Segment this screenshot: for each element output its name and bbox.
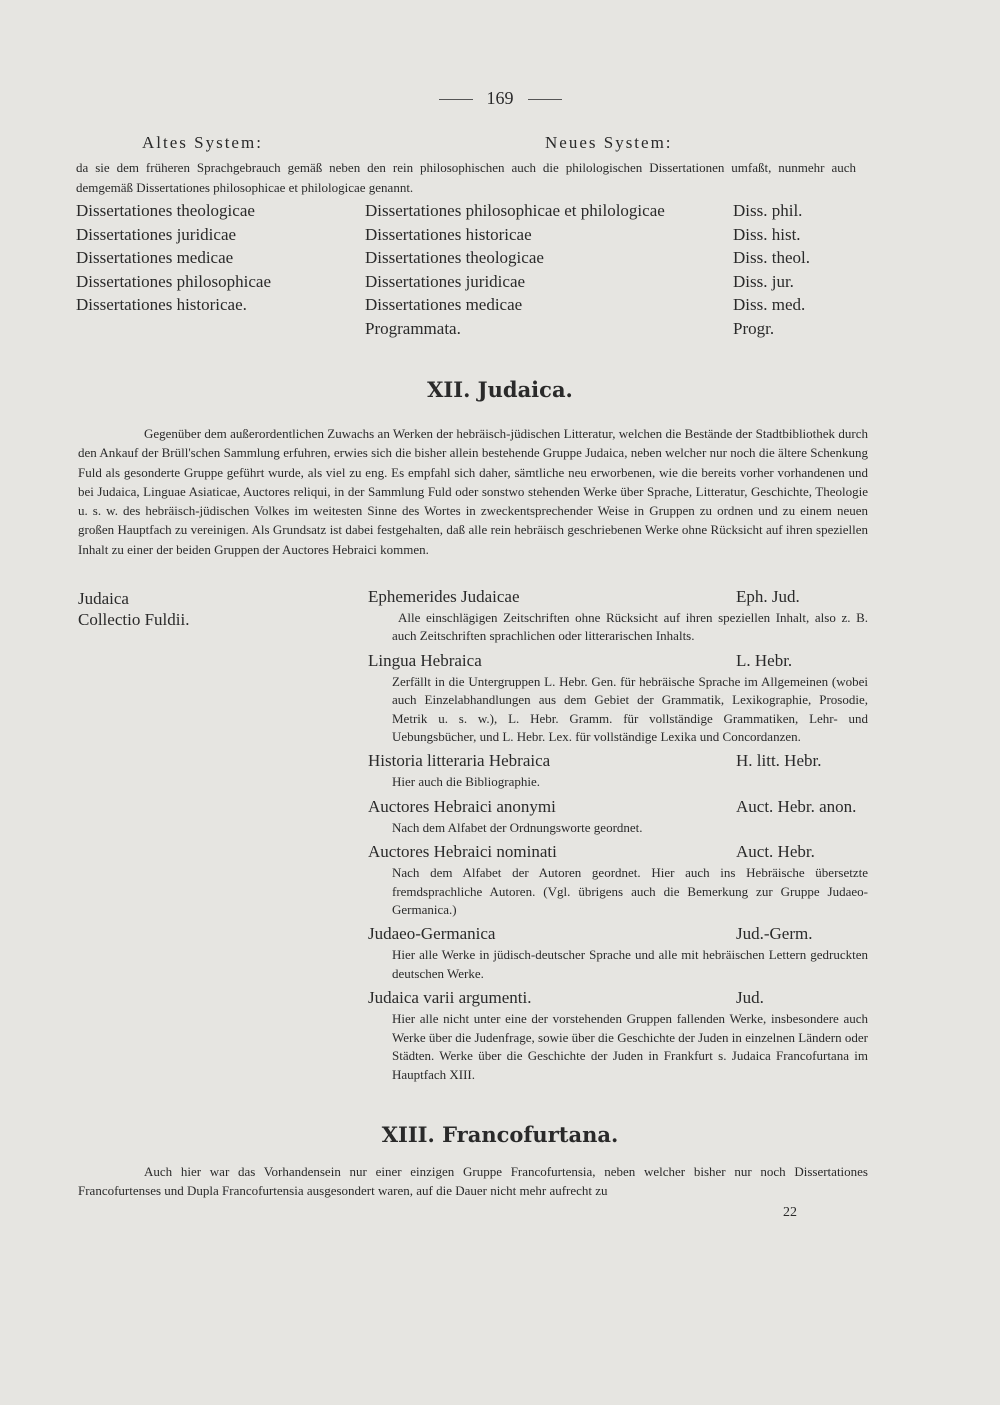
abbreviation-item: Diss. phil. xyxy=(733,201,803,220)
group-description: Hier alle Werke in jüdisch-deutscher Sprache und alle mit hebräischen Lettern gedruckten deutschen Werke. xyxy=(392,947,868,981)
group-name: Ephemerides Judaicae xyxy=(368,587,520,606)
new-system-item: Dissertationes historicae xyxy=(365,224,532,244)
judaica-groups xyxy=(368,586,868,1088)
new-system-item: Programmata. xyxy=(365,318,461,338)
group-name: Auctores Hebraici nominati xyxy=(368,842,557,862)
group-description: Alle einschlägigen Zeitschriften ohne Rücksicht auf ihren speziellen Inhalt, also z. B. auch Zeitschriften sprachlichen oder litterarischen Inhalts. xyxy=(392,610,868,644)
group-entry xyxy=(368,650,868,747)
old-system-item: Dissertationes philosophicae xyxy=(76,271,271,291)
group-name: Historia litteraria Hebraica xyxy=(368,751,551,771)
section-13-title: XIII. Francofurtana. xyxy=(381,1122,619,1147)
group-entry xyxy=(368,841,868,919)
new-system-list xyxy=(365,199,725,340)
old-system-item: Dissertationes theologicae xyxy=(76,201,255,220)
dash-left xyxy=(439,99,473,100)
new-system-item: Dissertationes medicae xyxy=(365,295,523,314)
group-entry xyxy=(368,586,868,646)
group-entry xyxy=(368,750,868,791)
group-name: Lingua Hebraica xyxy=(368,650,482,670)
group-entry xyxy=(368,923,868,983)
group-entry xyxy=(368,987,868,1084)
group-abbr: Jud.-Germ. xyxy=(736,924,813,944)
abbreviation-item: Diss. jur. xyxy=(733,271,794,291)
section-12-title: XII. Judaica. xyxy=(427,377,573,402)
group-description: Hier alle nicht unter eine der vorstehenden Gruppen fallenden Werke, insbesondere auch Werke über die Judenfrage, sowie über die Geschichte der Juden in einzelnen Ländern oder Städten. Werke über die Geschichte der Juden in Frankfurt s. Judaica Francofurtana im Hauptfach XIII. xyxy=(392,1011,868,1082)
group-name: Judaica varii argumenti. xyxy=(368,988,532,1008)
new-system-heading: Neues System: xyxy=(545,133,673,152)
group-abbr: Jud. xyxy=(736,988,764,1008)
page-number xyxy=(0,88,1000,109)
old-system-item: Dissertationes historicae. xyxy=(76,295,247,314)
abbreviation-item: Diss. hist. xyxy=(733,224,801,244)
old-system-list xyxy=(76,199,356,317)
group-name: Judaeo-Germanica xyxy=(368,924,496,944)
group-description: Nach dem Alfabet der Autoren geordnet. Hier auch ins Hebräische übersetzte fremdsprachliche Autoren. (Vgl. übrigens auch die Bemerkung zur Gruppe Judaeo-Germanica.) xyxy=(392,865,868,918)
dash-right xyxy=(528,99,562,100)
new-system-item: Dissertationes theologicae xyxy=(365,248,544,267)
group-abbr: Auct. Hebr. xyxy=(736,842,815,862)
section-12-paragraph: Gegenüber dem außerordentlichen Zuwachs an Werken der hebräisch-jüdischen Litteratur, welchen die Bestände der Stadtbibliothek durch den Ankauf der Brüll'schen Sammlung erfuhren, erwies sich die bisher allein bestehende Gruppe Judaica, neben welcher nur noch die ältere Schenkung Fuld als gesonderte Gruppe geführt wurde, als viel zu eng. Es empfahl sich daher, sämtliche neu erworbenen, wie die bereits vorher vorhandenen und bei Judaica, Linguae Asiaticae, Auctores reliqui, in der Sammlung Fuld oder sonstwo stehenden Werke über Sprache, Litteratur, Geschichte, Theologie u. s. w. des hebräisch-jüdischen Volkes im weitesten Sinne des Wortes in zweckentsprechender Weise in Gruppen zu ordnen und zu einem neuen großen Hauptfach zu vereinigen. Als Grundsatz ist dabei festgehalten, daß alle rein hebräisch geschriebenen Werke ohne Rücksicht auf ihren speziellen Inhalt zu einer der beiden Gruppen der Auctores Hebraici kommen. xyxy=(78,426,868,557)
group-abbr: Auct. Hebr. anon. xyxy=(736,796,857,816)
section-13-paragraph: Auch hier war das Vorhandensein nur einer einzigen Gruppe Francofurtensia, neben welcher bisher nur noch Dissertationes Francofurtenses und Dupla Francofurtensia ausgesondert waren, auf die Dauer nicht mehr aufrecht zu xyxy=(78,1164,868,1199)
abbreviation-item: Diss. med. xyxy=(733,295,806,314)
group-description: Nach dem Alfabet der Ordnungsworte geordnet. xyxy=(392,819,643,835)
group-entry xyxy=(368,796,868,837)
abbreviation-list xyxy=(733,199,853,340)
abbreviation-item: Progr. xyxy=(733,318,775,338)
group-description: Hier auch die Bibliographie. xyxy=(392,774,541,790)
new-system-item: Dissertationes juridicae xyxy=(365,271,526,291)
old-system-item: Dissertationes juridicae xyxy=(76,224,237,244)
old-group-item: Judaica xyxy=(78,589,129,608)
signature-number: 22 xyxy=(783,1205,797,1220)
systems-intro: da sie dem früheren Sprachgebrauch gemäß neben den rein philosophischen auch die philologischen Dissertationen umfaßt, nunmehr auch demgemäß Dissertationes philosophicae et philologicae genannt. xyxy=(76,160,856,195)
old-group-item: Collectio Fuldii. xyxy=(78,610,190,629)
new-system-item: Dissertationes philosophicae et philologicae xyxy=(365,201,665,220)
old-system-item: Dissertationes medicae xyxy=(76,248,234,267)
group-abbr: L. Hebr. xyxy=(736,650,793,670)
old-groups-list xyxy=(78,588,328,630)
group-description: Zerfällt in die Untergruppen L. Hebr. Gen. für hebräische Sprache im Allgemeinen (wobei auch Einzelabhandlungen aus dem Gebiet der Grammatik, Lexikographie, Prosodie, Metrik u. s. w.), L. Hebr. Gramm. für vollständige Grammatiken, Lehr- und Uebungsbücher, und L. Hebr. Lex. für vollständige Lexika und Concordanzen. xyxy=(392,673,868,745)
old-system-heading: Altes System: xyxy=(142,133,263,152)
page-number-text: 169 xyxy=(486,88,514,108)
group-name: Auctores Hebraici anonymi xyxy=(368,796,556,816)
group-abbr: Eph. Jud. xyxy=(736,587,800,606)
group-abbr: H. litt. Hebr. xyxy=(736,751,822,771)
abbreviation-item: Diss. theol. xyxy=(733,248,810,267)
